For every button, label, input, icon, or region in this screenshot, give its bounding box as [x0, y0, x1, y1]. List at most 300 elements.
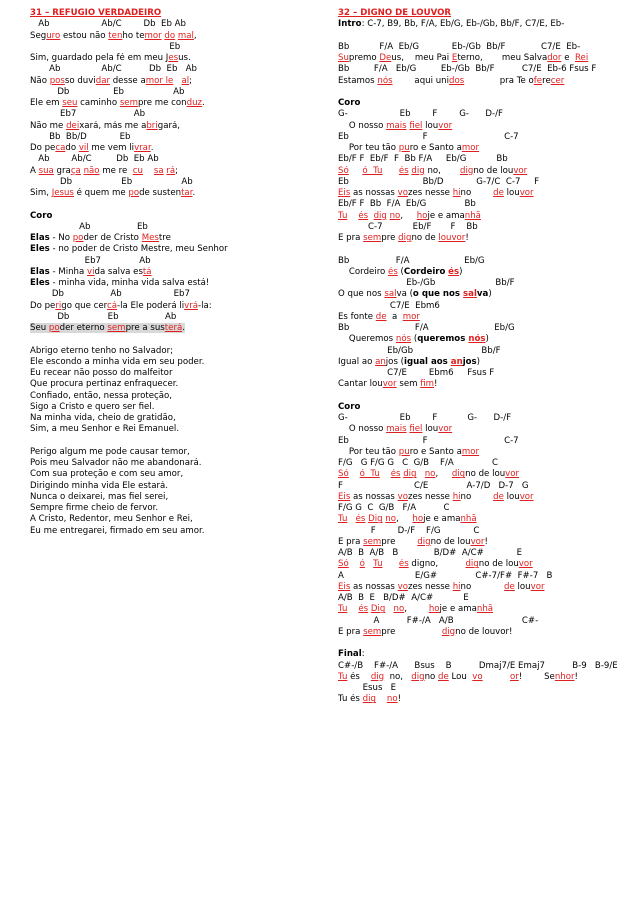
- text-segment: F/G G F/G G C G/B F/A C: [338, 458, 498, 468]
- text-segment: !: [484, 536, 488, 547]
- text-segment: [483, 672, 510, 682]
- text-segment: tre: [158, 233, 171, 243]
- text-segment: Tu: [338, 671, 348, 682]
- text-segment: Por teu tão: [338, 143, 399, 153]
- text-segment: [385, 604, 393, 614]
- song-31-line: [30, 503, 320, 514]
- text-segment: E pra: [338, 233, 364, 243]
- text-segment: je e ama: [427, 210, 465, 221]
- text-segment: dar: [95, 75, 110, 86]
- text-segment: sem: [107, 323, 126, 333]
- text-segment: (: [397, 266, 404, 277]
- text-segment: de susten: [139, 188, 182, 198]
- text-segment: lou: [503, 188, 520, 198]
- text-segment: Db Eb Ab: [30, 176, 193, 187]
- text-segment: no de lou: [465, 469, 506, 480]
- song-32-line: [338, 526, 628, 537]
- text-segment: - No: [49, 233, 73, 243]
- text-segment: der de Cristo: [83, 233, 142, 243]
- text-segment: pos: [49, 75, 65, 86]
- song-31-line: [30, 31, 320, 42]
- text-segment: estou não: [60, 30, 109, 41]
- song-31-line: [30, 199, 320, 210]
- text-segment: Ab Eb: [30, 221, 148, 232]
- text-segment: do: [65, 143, 79, 153]
- text-segment: C#-/B F#-/A Bsus B Dmaj7/E Emaj7 B-9 B-9/E: [338, 660, 618, 671]
- text-segment: sem: [119, 98, 138, 108]
- text-segment: Mes: [141, 233, 159, 243]
- text-segment: Eb/F F Bb F/A Eb/G Bb: [338, 199, 476, 210]
- text-segment: Eb F C-7: [338, 435, 519, 446]
- text-segment: Ele escondo a minha vida em seu poder.: [30, 356, 205, 367]
- text-segment: no de: [411, 233, 439, 243]
- text-segment: po: [48, 323, 60, 333]
- song-31-title: [30, 8, 320, 19]
- text-segment: do: [164, 30, 176, 41]
- text-segment: ! Se: [518, 671, 555, 682]
- song-32-line: [338, 537, 628, 548]
- text-segment: va: [476, 289, 489, 300]
- text-segment: não: [83, 165, 100, 176]
- song-32-line: [338, 222, 628, 233]
- text-segment: vi: [87, 266, 95, 277]
- song-31-line: [30, 413, 320, 424]
- text-segment: Dig: [370, 604, 386, 615]
- song-32-line: [338, 481, 628, 492]
- text-segment: no,: [424, 165, 461, 176]
- text-segment: fe: [533, 75, 543, 86]
- text-segment: vor: [530, 581, 545, 592]
- text-segment: pre: [381, 626, 442, 637]
- text-segment: vor: [438, 120, 453, 131]
- song-32-line: [338, 368, 628, 379]
- text-segment: Coro: [338, 401, 361, 412]
- text-segment: és: [388, 266, 398, 277]
- text-segment: po: [72, 233, 84, 243]
- text-segment: ten: [108, 30, 123, 41]
- text-segment: nhã: [460, 514, 477, 525]
- text-segment: vor: [505, 469, 520, 480]
- text-segment: ,: [400, 210, 417, 221]
- text-segment: terá: [164, 323, 183, 333]
- text-segment: hi: [452, 188, 461, 198]
- song-31-line: [30, 121, 320, 132]
- text-segment: fiel: [409, 424, 423, 435]
- text-segment: al: [181, 75, 190, 86]
- text-segment: F/G G C G/B F/A C: [338, 503, 450, 513]
- text-segment: da salva es: [94, 266, 143, 277]
- song-32-column: [338, 8, 628, 706]
- text-segment: E pra: [338, 626, 364, 637]
- song-31-line: [30, 469, 320, 480]
- song-32-line: [338, 166, 628, 177]
- text-segment: [349, 469, 360, 479]
- song-32-line: [338, 424, 628, 435]
- text-segment: go que cer: [61, 300, 108, 311]
- text-segment: an: [375, 356, 386, 367]
- song-32-line: [338, 357, 628, 368]
- text-segment: ,: [193, 30, 197, 41]
- text-segment: Eis: [338, 491, 351, 502]
- text-segment: Eles: [30, 278, 50, 288]
- text-segment: Eu me entregarei, firmado em seu amor.: [30, 525, 205, 536]
- text-segment: us, meu Pai: [391, 53, 452, 63]
- text-segment: dig: [362, 694, 376, 705]
- text-segment: Cordeiro: [338, 266, 389, 277]
- song-31-line: [30, 244, 320, 255]
- text-segment: Tu: [338, 604, 348, 615]
- text-segment: terno, meu Salva: [457, 53, 548, 63]
- text-segment: Eles: [30, 244, 50, 255]
- text-segment: Estamos: [338, 75, 378, 86]
- text-segment: és: [358, 604, 369, 615]
- text-segment: pra Te o: [464, 75, 534, 86]
- song-31-line: [30, 289, 320, 300]
- text-segment: no,: [384, 671, 412, 682]
- song-32-line: [338, 53, 628, 64]
- text-segment: sem: [363, 233, 382, 243]
- text-segment: és: [358, 210, 369, 221]
- text-segment: ó: [359, 559, 365, 570]
- song-31-line: [30, 42, 320, 53]
- song-31-line: [30, 424, 320, 435]
- text-segment: no: [424, 469, 436, 480]
- song-32-line: [338, 42, 628, 53]
- text-segment: .: [202, 98, 205, 108]
- text-segment: premo: [348, 53, 380, 63]
- text-segment: ): [488, 289, 492, 300]
- text-segment: C7/E Ebm6 Fsus F: [338, 368, 495, 378]
- text-segment: Bb F/A Eb/G: [338, 255, 485, 266]
- text-segment: es: [168, 53, 179, 63]
- text-segment: pre: [381, 233, 399, 243]
- text-segment: Cantar lou: [338, 379, 383, 390]
- text-segment: Esus E: [338, 683, 397, 693]
- text-segment: Coro: [338, 98, 361, 108]
- song-32-line: [338, 76, 628, 87]
- text-segment: tar: [181, 188, 193, 198]
- song-32-line: [338, 649, 628, 660]
- song-32-line: [338, 379, 628, 390]
- text-segment: dos: [449, 75, 465, 86]
- text-segment: -la:: [198, 300, 212, 311]
- text-segment: vo: [472, 671, 483, 682]
- text-segment: dig: [403, 469, 417, 480]
- text-segment: Ele em: [30, 98, 63, 108]
- text-segment: sal: [384, 289, 397, 300]
- song-32-line: [338, 413, 628, 424]
- text-segment: Sim,: [30, 188, 52, 198]
- song-32-line: [338, 132, 628, 143]
- text-segment: !: [397, 694, 402, 705]
- text-segment: so duvi: [64, 75, 96, 86]
- text-segment: po: [128, 188, 140, 198]
- text-segment: hi: [452, 581, 461, 592]
- song-31-line: [30, 301, 320, 312]
- song-32-line: [338, 616, 628, 627]
- text-segment: de: [438, 671, 449, 682]
- text-segment: O nosso: [338, 120, 387, 131]
- text-segment: an: [450, 356, 463, 367]
- song-32-line: [338, 312, 628, 323]
- text-segment: és: [398, 165, 409, 176]
- text-segment: Tu: [338, 514, 348, 525]
- text-segment: dig: [398, 233, 412, 243]
- text-segment: ho: [412, 514, 424, 525]
- text-segment: Eis: [338, 188, 351, 198]
- text-segment: Tu: [338, 210, 348, 221]
- text-segment: uro: [46, 30, 61, 41]
- text-segment: Eb/Gb Bb/F: [338, 345, 501, 356]
- song-32-line: [338, 188, 628, 199]
- text-segment: vor: [519, 188, 534, 198]
- song-31-line: [30, 154, 320, 165]
- song-31-line: [30, 222, 320, 233]
- text-segment: Dig: [368, 514, 383, 525]
- text-segment: dor: [547, 53, 562, 63]
- song-32-line: [338, 87, 628, 98]
- text-segment: Sim, guardado pela fé em meu J: [30, 53, 169, 63]
- song-32-line: [338, 233, 628, 244]
- text-segment: nhã: [464, 210, 481, 221]
- song-32-line: [338, 514, 628, 525]
- song-31-line: [30, 447, 320, 458]
- text-segment: .: [182, 323, 185, 333]
- text-segment: fiel: [409, 120, 423, 131]
- song-31-line: [30, 98, 320, 109]
- text-segment: [349, 166, 363, 176]
- text-segment: mais: [386, 424, 407, 435]
- text-segment: caminho: [77, 98, 120, 108]
- text-segment: no de louvor!: [455, 626, 513, 637]
- text-segment: dig: [451, 469, 466, 480]
- text-segment: és: [355, 514, 366, 525]
- text-segment: Lou: [448, 671, 473, 682]
- text-segment: vor: [519, 491, 534, 502]
- text-segment: sem: [363, 626, 382, 637]
- text-segment: Eb: [30, 41, 181, 52]
- text-segment: sem: [396, 379, 421, 390]
- song-31-line: [30, 109, 320, 120]
- text-segment: A: [30, 165, 39, 176]
- text-segment: zes nesse: [407, 491, 453, 502]
- text-segment: ): [459, 266, 463, 277]
- song-31-line: [30, 188, 320, 199]
- text-segment: O que nos: [338, 289, 385, 300]
- text-segment: .: [150, 143, 154, 153]
- song-32-line: [338, 391, 628, 402]
- text-segment: Bb F/A Eb/G Eb-/Gb Bb/F C7/E Eb-: [338, 41, 581, 52]
- text-segment: ri: [55, 300, 62, 311]
- text-segment: o que nos: [412, 289, 464, 300]
- text-segment: Eu recear não posso do malfeitor: [30, 368, 173, 378]
- text-segment: Só: [338, 469, 349, 480]
- song-32-line: [338, 346, 628, 357]
- text-segment: der eterno: [59, 323, 108, 333]
- text-segment: no: [386, 694, 398, 705]
- text-segment: xará, más me a: [79, 120, 147, 131]
- song-32-line: [338, 447, 628, 458]
- song-32-line: [338, 672, 628, 683]
- song-31-line: [30, 526, 320, 537]
- text-segment: ó Tu: [359, 469, 380, 480]
- text-segment: [417, 469, 425, 479]
- text-segment: desse a: [110, 75, 146, 86]
- song-31-line: [30, 278, 320, 289]
- song-31-line: [30, 267, 320, 278]
- song-32-line: [338, 64, 628, 75]
- text-segment: Pois meu Salvador não me abandonará.: [30, 458, 202, 468]
- text-segment: no de lou: [473, 165, 514, 176]
- text-segment: ;: [175, 165, 179, 176]
- text-segment: cer: [550, 75, 565, 86]
- song-32-line: [338, 492, 628, 503]
- text-segment: e: [561, 53, 575, 63]
- text-segment: Queremos: [338, 334, 396, 345]
- text-segment: pre a sus: [125, 323, 165, 333]
- text-segment: sal: [463, 289, 477, 300]
- song-32-line: [338, 571, 628, 582]
- song-31-line: [30, 436, 320, 447]
- text-segment: : C-7, B9, Bb, F/A, Eb/G, Eb-/Gb, Bb/F, C7/E, Eb-: [361, 19, 565, 30]
- text-segment: A/B B E B/D# A/C# E: [338, 593, 469, 603]
- text-segment: mor: [144, 30, 162, 41]
- text-segment: lou: [514, 581, 531, 592]
- text-segment: pre: [381, 536, 418, 547]
- text-segment: Seg: [30, 30, 47, 41]
- text-segment: vrá: [184, 300, 198, 311]
- text-segment: és: [390, 469, 401, 480]
- text-segment: dig: [411, 165, 425, 176]
- song-32-line: [338, 436, 628, 447]
- text-segment: Bb Bb/D Eb: [30, 131, 131, 142]
- text-segment: vor: [470, 536, 485, 547]
- text-segment: vo: [397, 581, 408, 592]
- text-segment: dig: [460, 165, 474, 176]
- text-segment: A E/G# C#-7/F# F#-7 B: [338, 570, 553, 581]
- text-segment: Ab Ab/C Db Eb Ab: [30, 19, 187, 30]
- text-segment: Que procura pertinaz enfraquecer.: [30, 379, 179, 390]
- text-segment: Elas: [30, 233, 50, 243]
- text-segment: .: [192, 188, 196, 198]
- song-32-line: [338, 323, 628, 334]
- song-31-column: [30, 8, 320, 537]
- text-segment: zes nesse: [407, 188, 453, 198]
- text-segment: vor: [513, 165, 528, 176]
- song-32-line: [338, 109, 628, 120]
- text-segment: Do pe: [30, 143, 56, 153]
- song-31-line: [30, 166, 320, 177]
- text-segment: no: [393, 604, 405, 615]
- text-segment: Nunca o deixarei, mas fiel serei,: [30, 491, 169, 502]
- text-segment: De: [379, 53, 392, 63]
- text-segment: as nossas: [350, 188, 398, 198]
- text-segment: ro e Santo a: [409, 446, 462, 457]
- text-segment: [347, 604, 358, 614]
- text-segment: [383, 559, 399, 569]
- text-segment: pu: [398, 143, 410, 153]
- song-31-line: [30, 391, 320, 402]
- text-segment: igual aos: [404, 356, 451, 367]
- text-segment: dig: [465, 559, 479, 570]
- text-segment: !: [465, 233, 469, 243]
- song-32-line: [338, 604, 628, 615]
- text-segment: Db Eb Ab: [30, 86, 185, 97]
- text-segment: [376, 694, 387, 704]
- text-segment: vo: [397, 188, 408, 198]
- text-segment: lou: [503, 491, 520, 502]
- text-segment: Eb7 Ab: [30, 109, 146, 120]
- song-32-line: [338, 177, 628, 188]
- text-segment: G- Eb F G- D-/F: [338, 109, 503, 120]
- song-31-line: [30, 256, 320, 267]
- text-segment: nhã: [476, 604, 494, 615]
- text-segment: - minha vida, minha vida salva está!: [49, 278, 210, 288]
- song-32-line: [338, 154, 628, 165]
- text-segment: A F#-/A A/B C#-: [338, 615, 539, 626]
- text-segment: [383, 166, 399, 176]
- text-segment: gra: [53, 165, 71, 176]
- text-segment: cu: [132, 165, 143, 176]
- song-31-line: [30, 76, 320, 87]
- text-segment: louvor: [438, 233, 466, 243]
- text-segment: C7/E Ebm6: [338, 300, 440, 311]
- text-segment: no de lou: [478, 559, 519, 570]
- text-segment: ho: [416, 210, 428, 221]
- text-segment: :: [361, 649, 365, 660]
- text-segment: C-7 Eb/F F Bb: [338, 221, 478, 232]
- text-segment: us.: [178, 53, 191, 63]
- text-segment: mais: [386, 120, 407, 131]
- song-31-line: [30, 64, 320, 75]
- text-segment: no de lou: [430, 536, 471, 547]
- text-segment: Coro: [30, 210, 53, 221]
- song-32-line: [338, 278, 628, 289]
- text-segment: ho: [428, 604, 440, 615]
- text-segment: aqui uni: [392, 75, 449, 86]
- song-31-line: [30, 334, 320, 345]
- text-segment: je e ama: [439, 604, 477, 615]
- text-segment: seu: [62, 98, 78, 108]
- text-segment: Abrigo eterno tenho no Salvador;: [30, 345, 174, 356]
- text-segment: Jesus: [51, 188, 74, 198]
- text-segment: !: [434, 379, 438, 390]
- text-segment: gará,: [157, 120, 180, 131]
- song-31-line: [30, 53, 320, 64]
- text-segment: no: [460, 491, 494, 502]
- text-segment: hi: [452, 491, 461, 502]
- text-segment: [365, 559, 373, 569]
- text-segment: Sim, a meu Senhor e Rei Emanuel.: [30, 424, 180, 435]
- text-segment: G- Eb F G- D-/F: [338, 413, 512, 423]
- text-segment: Cordeiro: [403, 266, 446, 277]
- text-segment: Sigo a Cristo e quero ser fiel.: [30, 401, 155, 412]
- text-segment: Eb Bb/D G-7/C C-7 F: [338, 176, 540, 187]
- song-31-line: [30, 346, 320, 357]
- text-segment: Eb F C-7: [338, 131, 519, 142]
- text-segment: Ab Ab/C Db Eb Ab: [30, 64, 197, 75]
- text-segment: tá: [142, 266, 152, 277]
- text-segment: Elas: [30, 266, 50, 277]
- text-segment: as nossas: [350, 581, 398, 592]
- song-32-line: [338, 458, 628, 469]
- text-segment: cá: [107, 300, 118, 311]
- text-segment: me re: [99, 165, 133, 176]
- text-segment: 31 – REFÚGIO VERDADEIRO: [30, 8, 162, 18]
- text-segment: mor: [461, 446, 480, 457]
- text-segment: lou: [422, 120, 439, 131]
- text-segment: dei: [66, 120, 80, 131]
